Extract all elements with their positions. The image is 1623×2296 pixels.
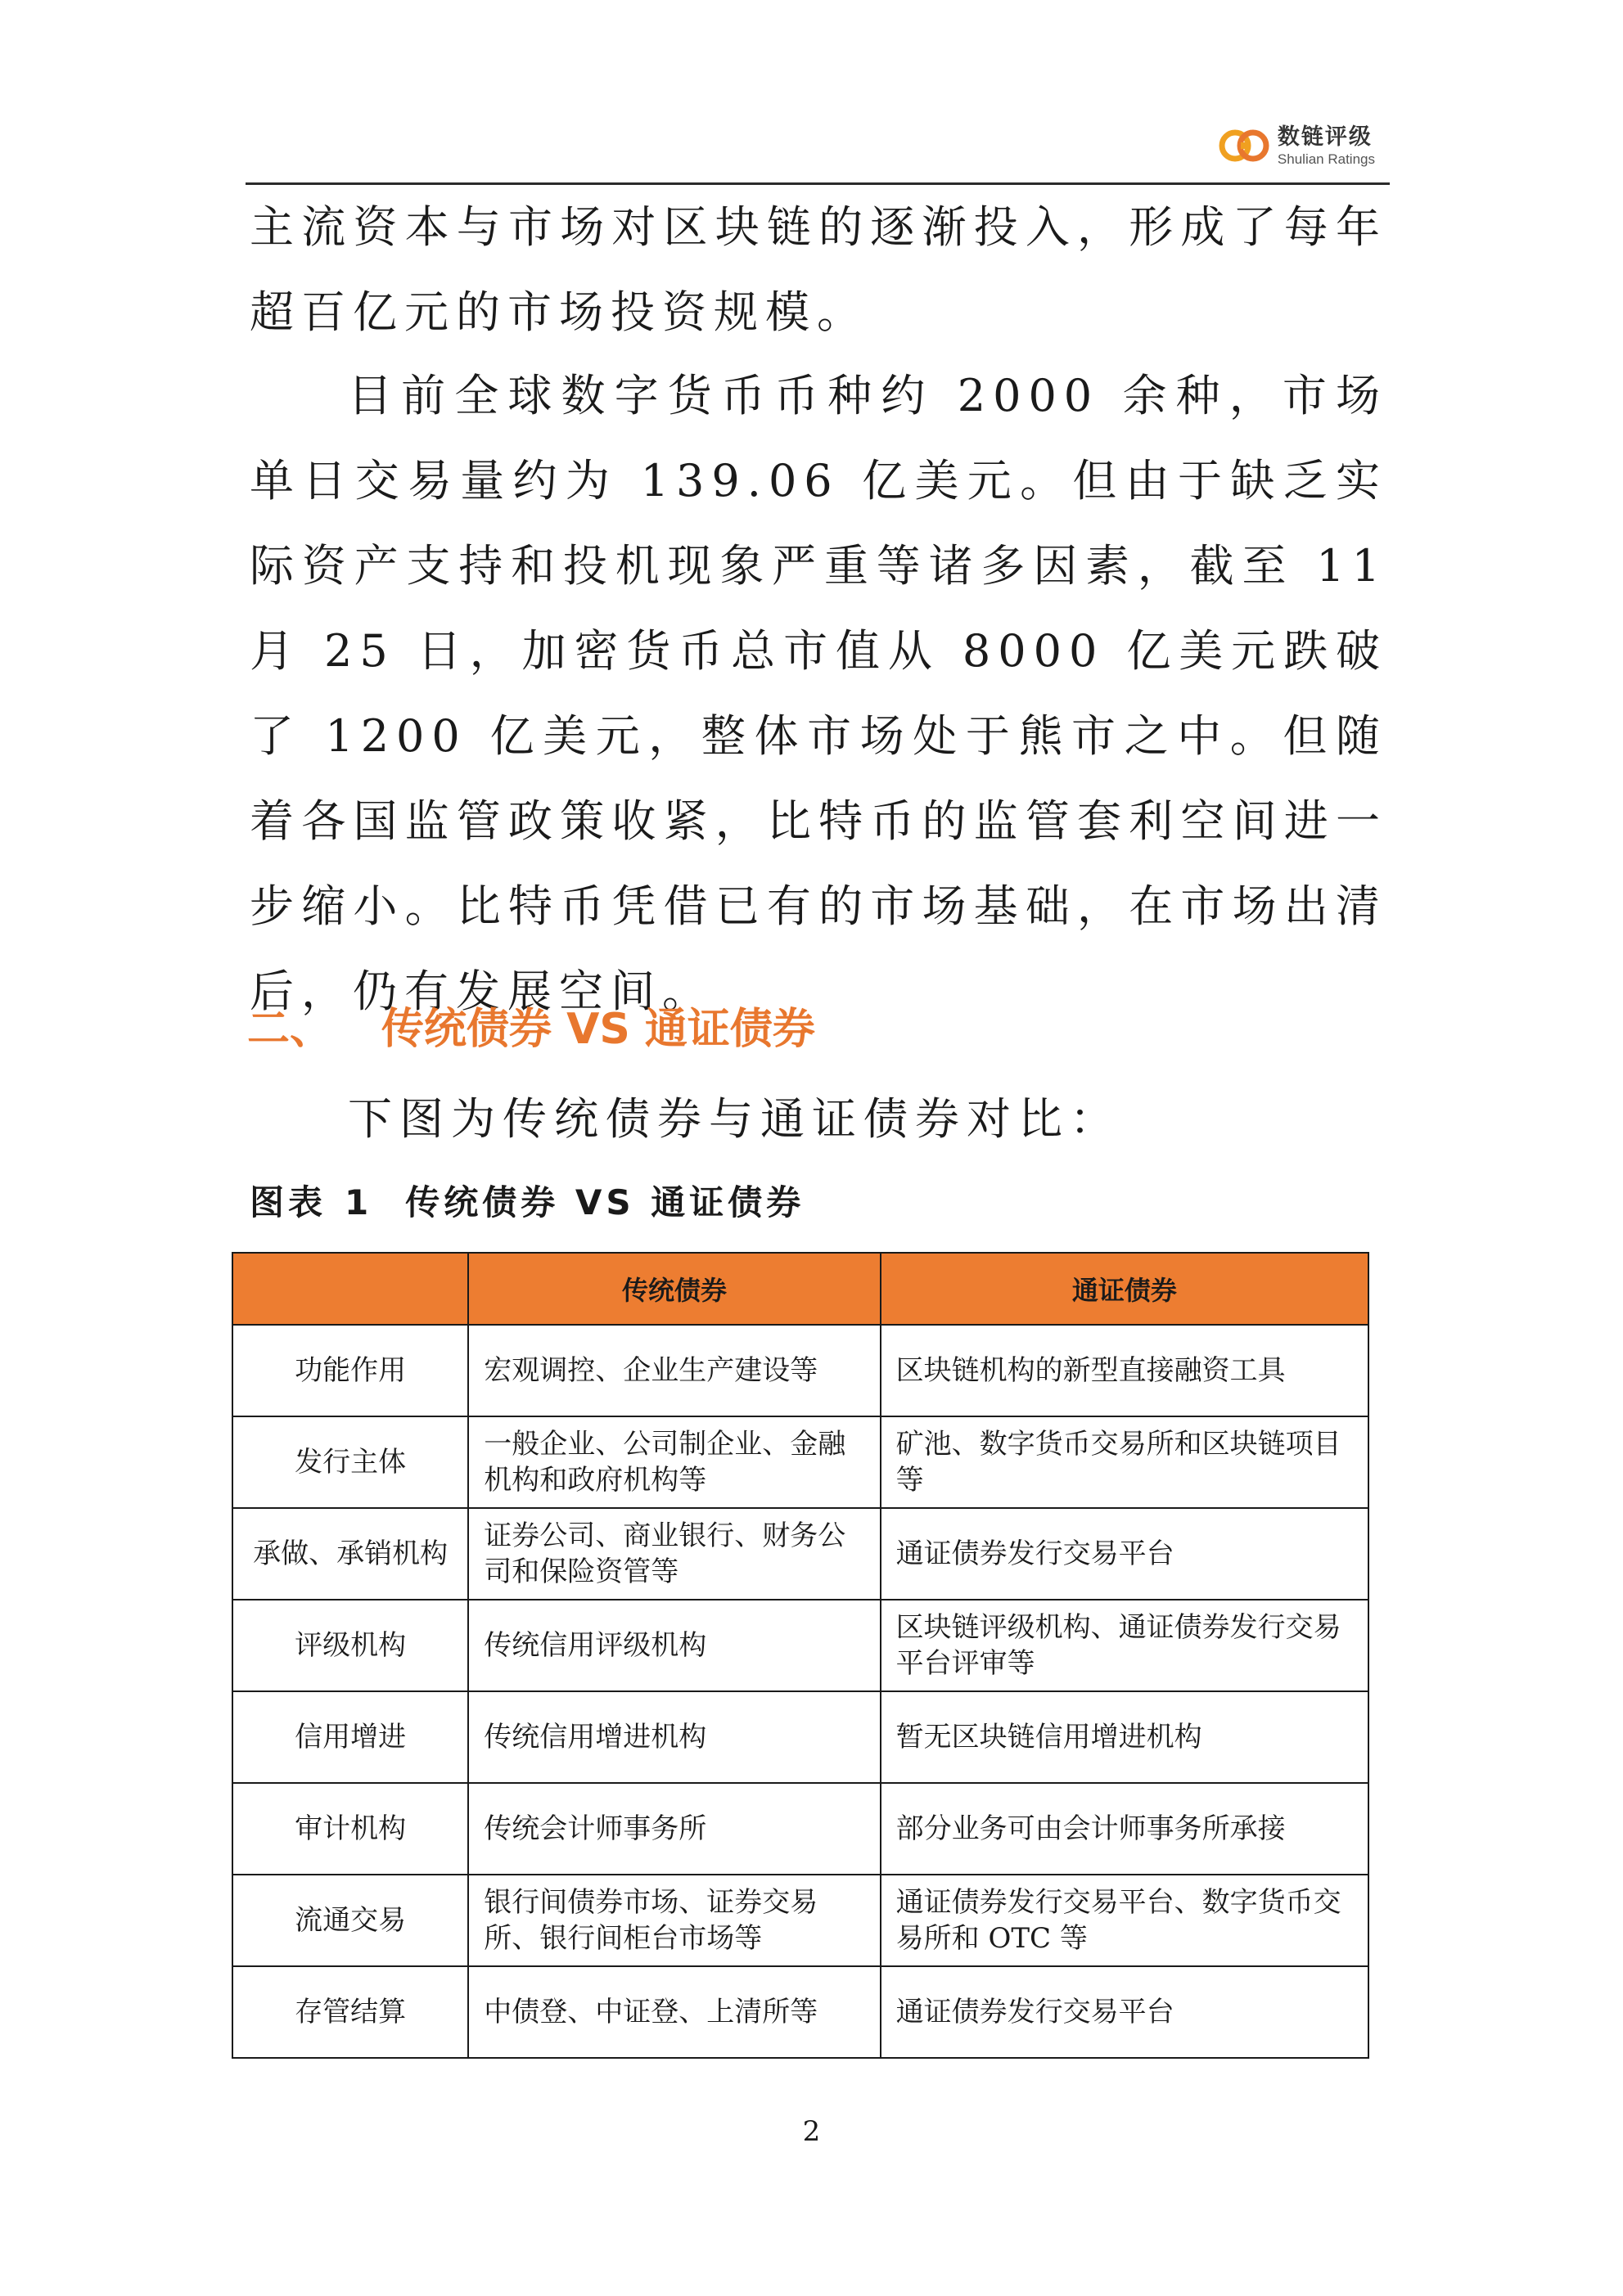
page-number: 2	[802, 2115, 821, 2148]
section-number: 二、	[247, 1005, 333, 1054]
row-item: 承做、承销机构	[232, 1508, 468, 1600]
traditional-cell: 宏观调控、企业生产建设等	[468, 1325, 880, 1416]
token-cell: 区块链机构的新型直接融资工具	[881, 1325, 1368, 1416]
row-item: 信用增进	[232, 1691, 468, 1783]
figure-caption	[250, 1176, 805, 1225]
table-header-row	[232, 1253, 1368, 1325]
table-row	[232, 1966, 1368, 2058]
section-title-text: 传统债券 VS 通证债券	[381, 1005, 815, 1054]
token-cell: 部分业务可由会计师事务所承接	[881, 1783, 1368, 1875]
traditional-cell: 一般企业、公司制企业、金融机构和政府机构等	[468, 1416, 880, 1508]
shulian-logo-icon	[1217, 126, 1271, 165]
figure-number: 1	[345, 1182, 373, 1222]
token-cell: 通证债券发行交易平台	[881, 1966, 1368, 2058]
traditional-cell: 证券公司、商业银行、财务公司和保险资管等	[468, 1508, 880, 1600]
row-item: 审计机构	[232, 1783, 468, 1875]
row-item: 评级机构	[232, 1600, 468, 1691]
brand-logo	[1217, 119, 1375, 172]
table-row	[232, 1508, 1368, 1600]
column-header-traditional: 传统债券	[468, 1253, 880, 1325]
token-cell: 通证债券发行交易平台、数字货币交易所和 OTC 等	[881, 1875, 1368, 1966]
column-header-item	[232, 1253, 468, 1325]
traditional-cell: 传统信用增进机构	[468, 1691, 880, 1783]
page-header	[246, 115, 1390, 185]
table-row	[232, 1600, 1368, 1691]
section-heading	[247, 994, 815, 1056]
traditional-cell: 传统信用评级机构	[468, 1600, 880, 1691]
traditional-cell: 中债登、中证登、上清所等	[468, 1966, 880, 2058]
token-cell: 区块链评级机构、通证债券发行交易平台评审等	[881, 1600, 1368, 1691]
table-row	[232, 1783, 1368, 1875]
row-item: 存管结算	[232, 1966, 468, 2058]
table-row	[232, 1416, 1368, 1508]
row-item: 功能作用	[232, 1325, 468, 1416]
comparison-table	[232, 1252, 1369, 2059]
row-item: 流通交易	[232, 1875, 468, 1966]
traditional-cell: 银行间债券市场、证券交易所、银行间柜台市场等	[468, 1875, 880, 1966]
token-cell: 矿池、数字货币交易所和区块链项目等	[881, 1416, 1368, 1508]
body-paragraph-1: 主流资本与市场对区块链的逐渐投入，形成了每年超百亿元的市场投资规模。	[250, 201, 1387, 338]
table-row	[232, 1691, 1368, 1783]
body-paragraph-2: 目前全球数字货币币种约 2000 余种，市场单日交易量约为 139.06 亿美元。但由于缺乏实际资产支持和投机现象严重等诸多因素，截至 11 月 25 日，加密货币总市值从 8000 亿美元跌破了 1200 亿美元，整体市场处于熊市之中。但随着各国监管政策收紧，比特币的监管套利空间进一步缩小。比特币凭借已有的市场基础，在市场出清后，仍有发展空间。	[250, 370, 1387, 1017]
intro-sentence: 下图为传统债券与通证债券对比：	[348, 1093, 1121, 1145]
table-row	[232, 1325, 1368, 1416]
table-row	[232, 1875, 1368, 1966]
figure-label: 图表	[250, 1182, 327, 1222]
row-item: 发行主体	[232, 1416, 468, 1508]
logo-chinese-name: 数链评级	[1277, 124, 1373, 150]
token-cell: 通证债券发行交易平台	[881, 1508, 1368, 1600]
column-header-token: 通证债券	[881, 1253, 1368, 1325]
logo-english-name: Shulian Ratings	[1277, 151, 1375, 167]
traditional-cell: 传统会计师事务所	[468, 1783, 880, 1875]
figure-title: 传统债券 VS 通证债券	[405, 1182, 805, 1222]
token-cell: 暂无区块链信用增进机构	[881, 1691, 1368, 1783]
